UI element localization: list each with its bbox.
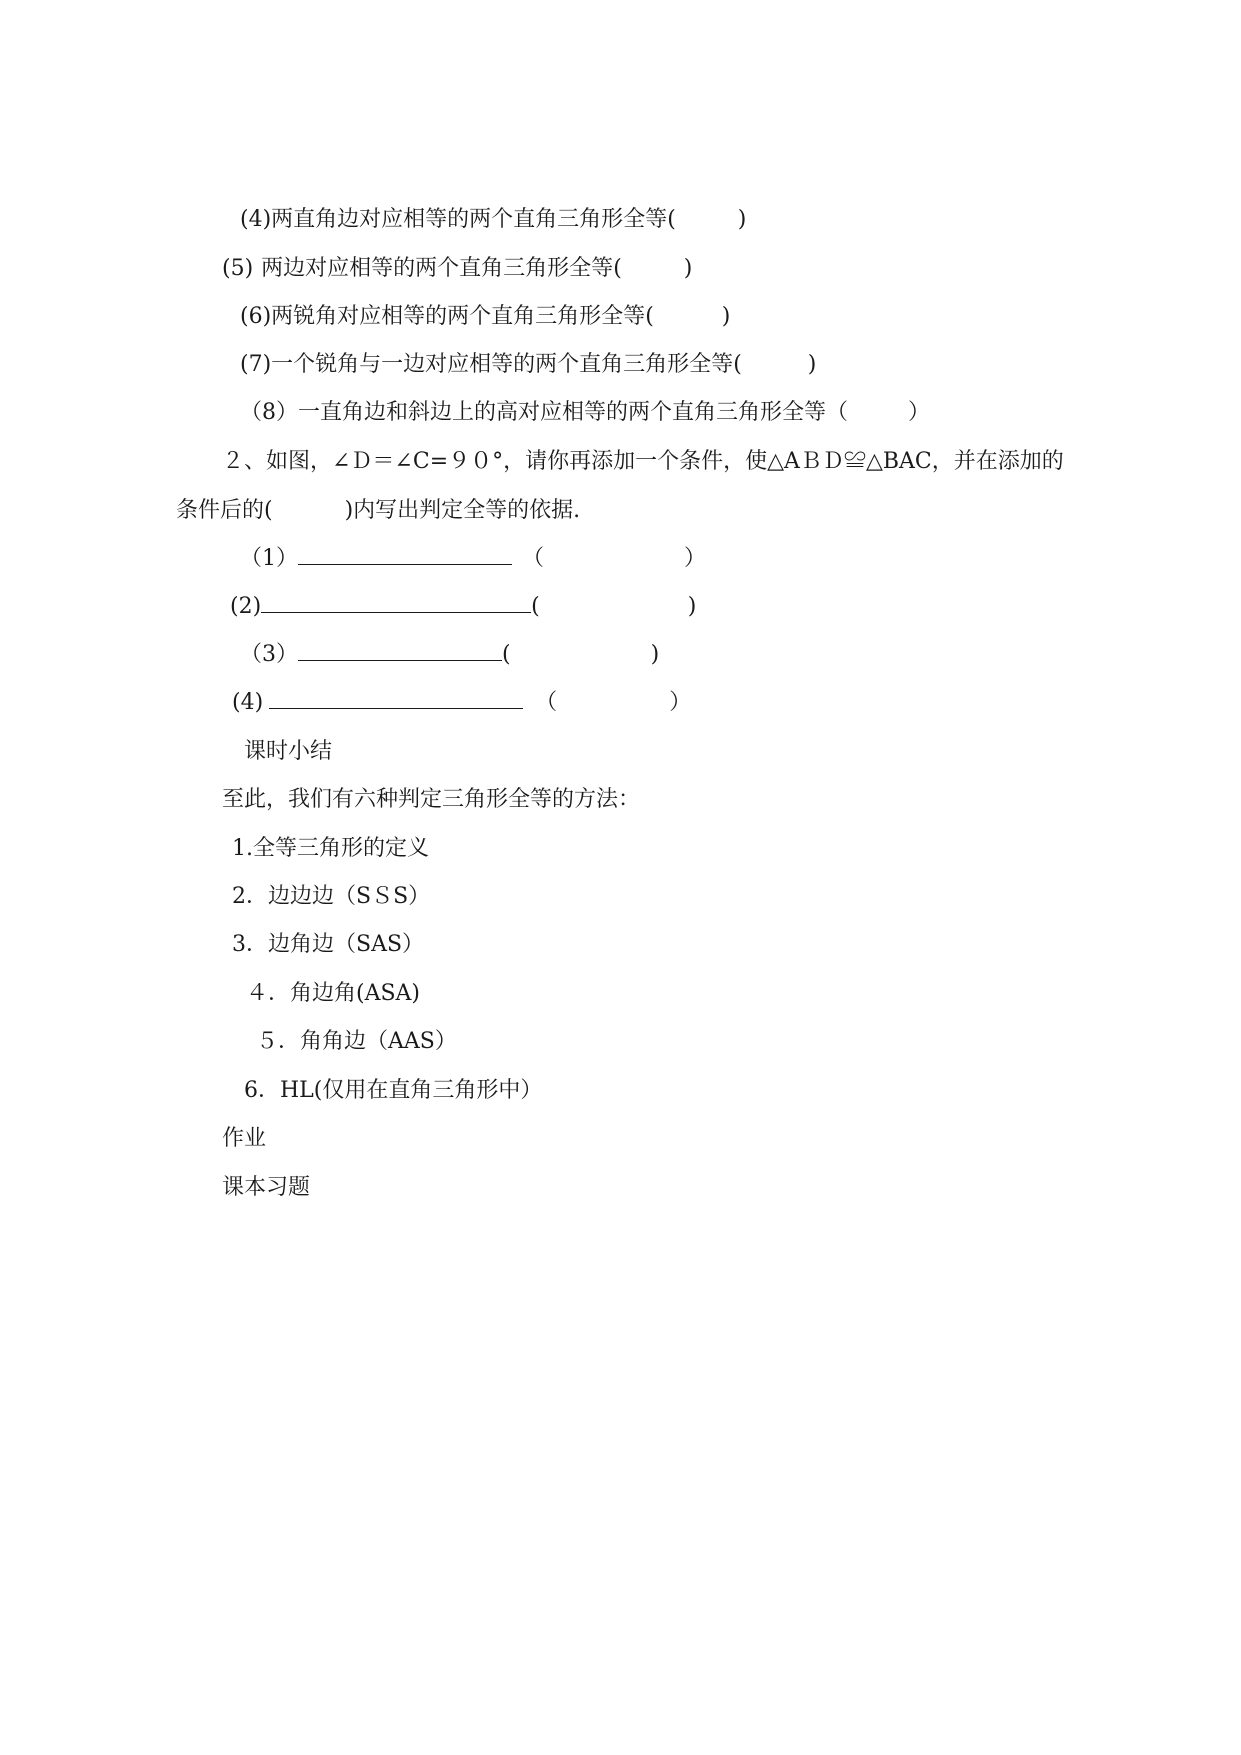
judgement-item-6: [240, 302, 730, 332]
judgement-number: （8）: [240, 400, 298, 425]
judgement-text: 一个锐角与一边对应相等的两个直角三角形全等: [271, 352, 734, 377]
method-item-4: ４．角边角(ASA): [246, 981, 421, 1006]
method-item-3: 3．边角边（SAS）: [232, 932, 425, 957]
question-2-line-2: [176, 496, 580, 526]
answer-number: (4): [232, 690, 264, 715]
method-item-2: 2．边边边（SＳS）: [232, 884, 431, 909]
answer-line-1: [240, 544, 706, 574]
answer-blank[interactable]: [298, 640, 502, 661]
close-paren: ）: [669, 690, 692, 715]
close-paren: ): [737, 207, 747, 232]
answer-line-4: [232, 688, 691, 718]
answer-number: (2): [230, 594, 262, 619]
question-2-prefix: 条件后的(: [176, 498, 273, 523]
answer-number: （1）: [240, 546, 298, 571]
open-paren: (: [502, 642, 511, 667]
judgement-item-8: [240, 398, 930, 428]
method-item-6: 6．HL(仅用在直角三角形中）: [244, 1078, 543, 1103]
answer-blank[interactable]: [269, 688, 523, 709]
judgement-text: 两边对应相等的两个直角三角形全等: [261, 256, 614, 281]
summary-heading: 课时小结: [244, 739, 333, 764]
open-paren: (: [613, 256, 622, 281]
close-paren: ): [807, 352, 817, 377]
judgement-item-5: [222, 254, 692, 284]
open-paren: (: [645, 304, 654, 329]
open-paren: （: [535, 690, 558, 715]
open-paren: (: [733, 352, 742, 377]
judgement-number: (7): [240, 352, 272, 377]
close-paren: ): [721, 304, 731, 329]
close-paren: ）: [684, 546, 707, 571]
judgement-item-4: [240, 205, 746, 235]
answer-line-2: [230, 592, 696, 622]
judgement-number: (5): [222, 256, 254, 281]
answer-blank[interactable]: [298, 544, 512, 565]
open-paren: （: [826, 400, 849, 425]
answer-line-3: [240, 640, 659, 670]
judgement-text: 一直角边和斜边上的高对应相等的两个直角三角形全等: [298, 400, 827, 425]
judgement-text: 两直角边对应相等的两个直角三角形全等: [271, 207, 668, 232]
close-paren: ）: [908, 400, 931, 425]
homework-heading: 作业: [222, 1126, 267, 1151]
answer-number: （3）: [240, 642, 298, 667]
summary-intro: 至此，我们有六种判定三角形全等的方法：: [222, 787, 641, 812]
judgement-number: (6): [240, 304, 272, 329]
open-paren: (: [531, 594, 540, 619]
method-item-1: 1.全等三角形的定义: [232, 836, 429, 861]
method-item-5: ５．角角边（AAS）: [256, 1029, 457, 1054]
close-paren: ): [687, 594, 697, 619]
judgement-item-7: [240, 350, 816, 380]
close-paren: ): [683, 256, 693, 281]
judgement-number: (4): [240, 207, 272, 232]
judgement-text: 两锐角对应相等的两个直角三角形全等: [271, 304, 646, 329]
open-paren: （: [522, 546, 545, 571]
question-2-line-1: ２、如图，∠Ｄ＝∠C=９０°，请你再添加一个条件，使△AＢＤ≌△BAC，并在添加的: [222, 449, 1064, 474]
open-paren: (: [667, 207, 676, 232]
homework-content: 课本习题: [222, 1175, 311, 1200]
close-paren: ): [650, 642, 660, 667]
answer-blank[interactable]: [261, 592, 531, 613]
question-2-suffix: )内写出判定全等的依据.: [344, 498, 581, 523]
